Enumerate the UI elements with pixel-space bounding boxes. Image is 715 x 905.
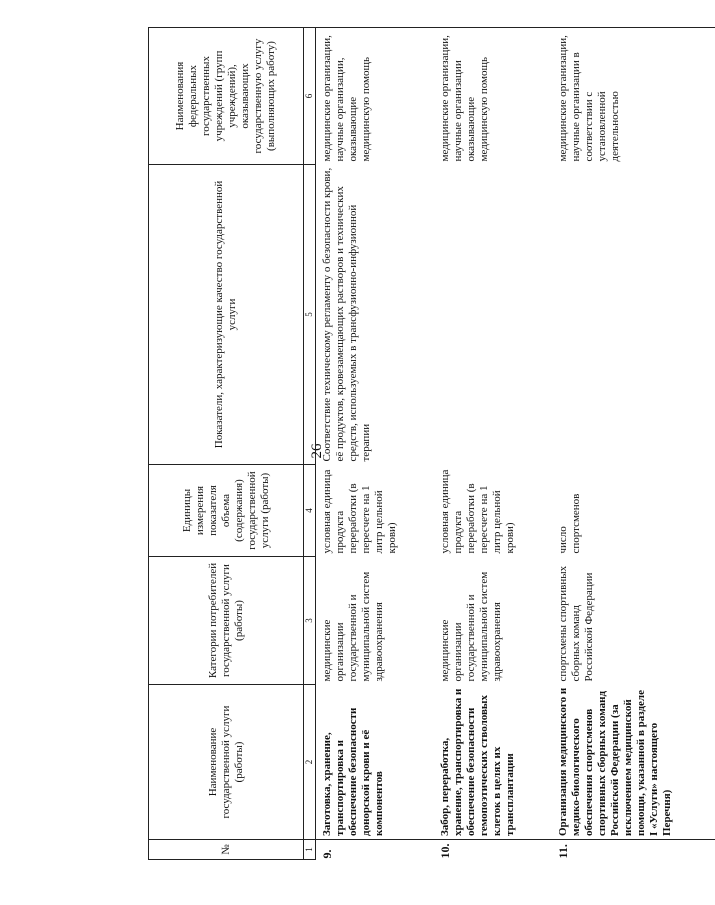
row-consumers: медицинские организации государственной и муниципальной систем здравоохранения — [321, 571, 385, 682]
row-unit: условная единица продукта переработки (в пересчете на 1 литр цельной крови) — [439, 469, 516, 554]
column-number: 5 — [304, 165, 316, 465]
rotated-page-content — [148, 0, 673, 860]
header-institutions: Наименования федеральных государственных учреждений (групп учреждений), оказывающих государственную услугу (выполняющих работу) — [149, 28, 304, 165]
column-number: 4 — [304, 465, 316, 557]
header-number: № — [149, 840, 304, 860]
row-quality — [552, 165, 715, 465]
row-number: 9. — [320, 849, 334, 859]
header-units: Единицы измерения показателя объема (содержания) государственной услуги (работы) — [149, 465, 304, 557]
row-institutions: медицинские организации, научные организации, оказывающие медицинскую помощь — [316, 28, 435, 165]
table-header-row — [149, 28, 304, 860]
row-number: 11. — [556, 844, 570, 859]
services-table — [148, 27, 715, 860]
column-number: 1 — [304, 840, 316, 860]
row-service-name: Заготовка, хранение, транспортировка и обеспечение безопасности донорской крови и её компонентов — [316, 685, 435, 840]
table-row — [552, 28, 715, 860]
table-row — [434, 28, 552, 860]
header-quality: Показатели, характеризующие качество государственной услуги — [149, 165, 304, 465]
header-service-name: Наименование государственной услуги (работы) — [149, 685, 304, 840]
row-unit: число спортсменов — [557, 493, 582, 554]
column-number: 2 — [304, 685, 316, 840]
row-quality: Соответствие техническому регламенту о безопасности крови, её продуктов, кровезамещающих растворов и технических средств, используемых в трансфузионно-инфузионной терапии — [321, 167, 372, 462]
row-consumers: спортсмены спортивных сборных команд Российской Федерации — [557, 565, 595, 682]
row-consumers: медицинские организации государственной и муниципальной систем здравоохранения — [439, 571, 503, 682]
row-service-name: Забор, переработка, хранение, транспортировка и обеспечение безопасности гемопоэтических стволовых клеток в целях их трансплантации — [434, 685, 552, 840]
column-number: 3 — [304, 557, 316, 685]
column-number: 6 — [304, 28, 316, 165]
row-service-name: Организация медицинского и медико-биологического обеспечения спортсменов спортивных сборных команд Российской Федерации (за исключением медицинской помощи, указанной в разделе I «Услуги» настоящего Перечня) — [552, 685, 715, 840]
row-number: 10. — [438, 843, 452, 859]
row-unit: условная единица продукта переработки (в пересчете на 1 литр цельной крови) — [321, 469, 398, 554]
row-quality — [434, 165, 552, 465]
page-number: 26 — [309, 443, 325, 459]
row-institutions: медицинские организации, научные организации в соответствии с установленной деятельностью — [552, 28, 715, 165]
table-row — [316, 28, 435, 860]
row-institutions: медицинские организации, научные организации оказывающие медицинскую помощь — [434, 28, 552, 165]
column-number-row — [304, 28, 316, 860]
header-consumers: Категории потребителей государственной услуги (работы) — [149, 557, 304, 685]
